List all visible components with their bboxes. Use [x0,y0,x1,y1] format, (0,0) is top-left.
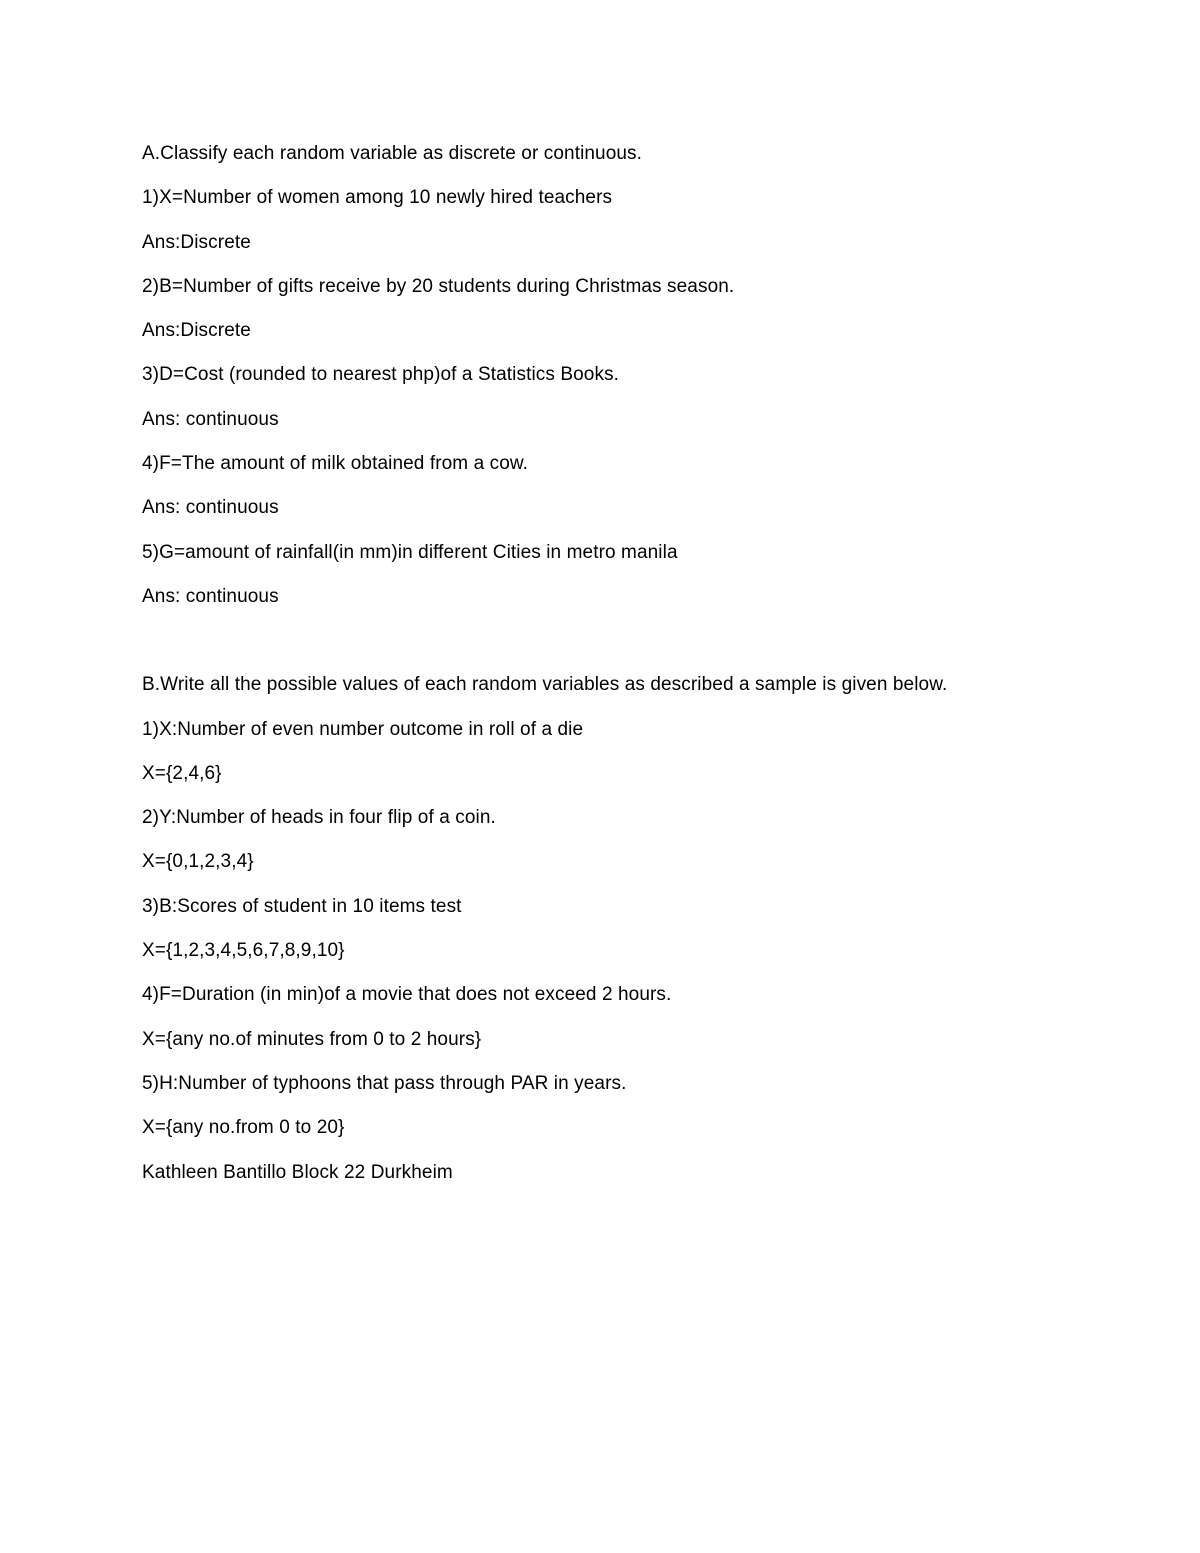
section-b-heading: B.Write all the possible values of each random variables as described a sample is given below. [142,674,948,696]
section-a-question-2: 2)B=Number of gifts receive by 20 students during Christmas season. [142,275,735,297]
section-a-answer-4: Ans: continuous [142,497,279,519]
author-signature: Kathleen Bantillo Block 22 Durkheim [142,1161,453,1183]
section-b-question-5: 5)H:Number of typhoons that pass through PAR in years. [142,1072,627,1094]
section-a-answer-2: Ans:Discrete [142,320,251,342]
section-a-question-1: 1)X=Number of women among 10 newly hired teachers [142,187,613,209]
section-a-question-3: 3)D=Cost (rounded to nearest php)of a Statistics Books. [142,364,620,386]
section-b-answer-4: X={any no.of minutes from 0 to 2 hours} [142,1028,482,1050]
section-a-heading: A.Classify each random variable as discrete or continuous. [142,143,643,164]
section-a-question-5: 5)G=amount of rainfall(in mm)in different Cities in metro manila [142,541,678,563]
section-b-question-2: 2)Y:Number of heads in four flip of a coin. [142,807,496,829]
section-b-answer-2: X={0,1,2,3,4} [142,851,254,873]
section-a-question-4: 4)F=The amount of milk obtained from a cow. [142,453,529,475]
section-b-question-3: 3)B:Scores of student in 10 items test [142,895,462,917]
section-spacer [142,627,1102,671]
section-a-answer-3: Ans: continuous [142,408,279,430]
section-b-question-1: 1)X:Number of even number outcome in roll of a die [142,718,584,740]
section-b-answer-5: X={any no.from 0 to 20} [142,1117,345,1139]
section-a-answer-1: Ans:Discrete [142,231,251,253]
section-b-answer-1: X={2,4,6} [142,762,222,784]
section-b-answer-3: X={1,2,3,4,5,6,7,8,9,10} [142,940,345,962]
document-body [142,140,1102,1203]
section-a-answer-5: Ans: continuous [142,585,279,607]
section-b-question-4: 4)F=Duration (in min)of a movie that does not exceed 2 hours. [142,984,672,1006]
